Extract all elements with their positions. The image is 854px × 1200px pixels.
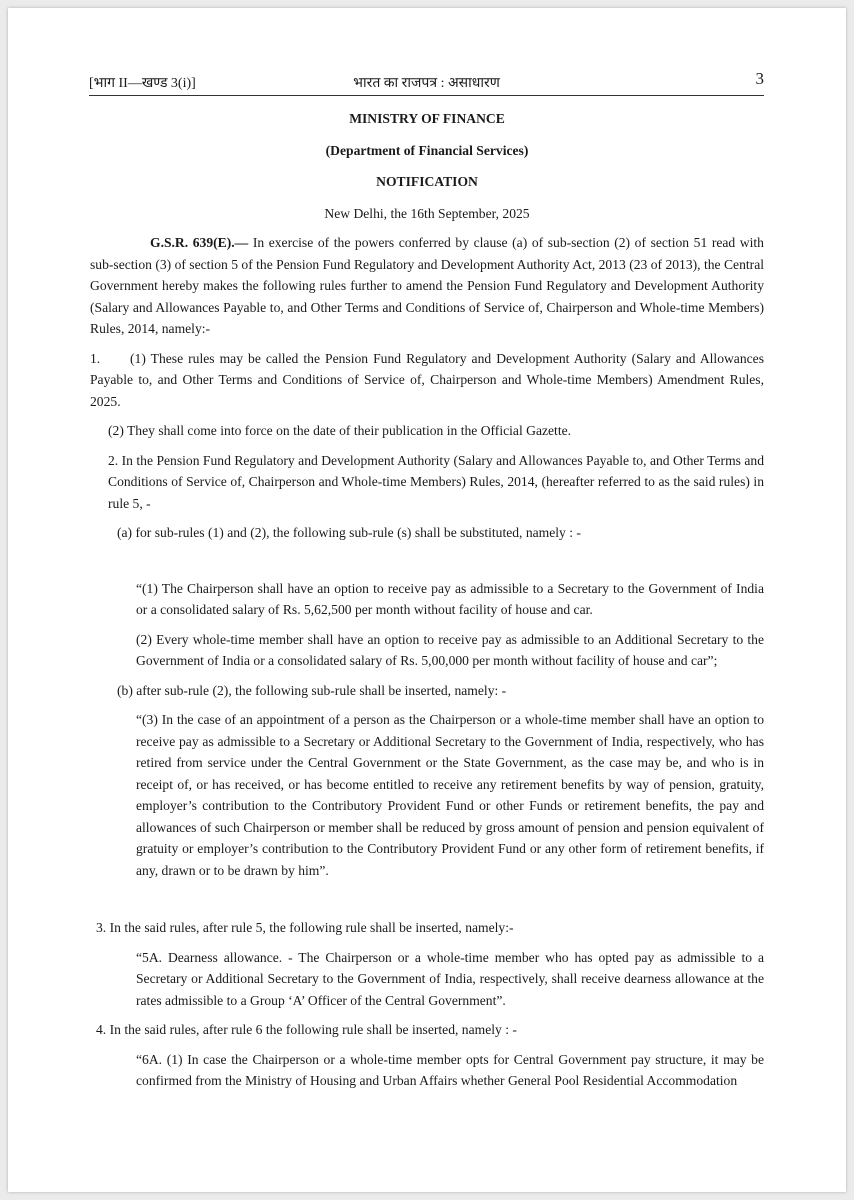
rule-1-paragraph bbox=[90, 348, 764, 413]
rule-2-paragraph: 2. In the Pension Fund Regulatory and Development Authority (Salary and Allowances Payable to, and Other Terms and Conditions of Service of, Chairperson and Whole-time Members) Rules, 2014, (hereafter referred to as the said rules) in rule 5, - bbox=[108, 452, 764, 511]
rule-1-text: (1) These rules may be called the Pension Fund Regulatory and Development Authority (Salary and Allowances Payable to, and Other Terms and Conditions of Service of, Chairperson and Whole-time Members) Amendment Rules, 2025. bbox=[90, 350, 764, 409]
quoted-subrule-1: “(1) The Chairperson shall have an option to receive pay as admissible to a Secretary to the Government of India or a consolidated salary of Rs. 5,62,500 per month without facility of house and car. bbox=[136, 580, 764, 617]
rule-2-clause-a: (a) for sub-rules (1) and (2), the following sub-rule (s) shall be substituted, namely : - bbox=[117, 525, 581, 540]
rule-4-paragraph: 4. In the said rules, after rule 6 the following rule shall be inserted, namely : - bbox=[96, 1022, 517, 1037]
rule-1-number: 1. bbox=[90, 350, 101, 366]
ministry-heading: MINISTRY OF FINANCE bbox=[349, 111, 505, 126]
dateline: New Delhi, the 16th September, 2025 bbox=[324, 205, 530, 221]
quoted-subrule-2: (2) Every whole-time member shall have an option to receive pay as admissible to an Additional Secretary to the Government of India or a consolidated salary of Rs. 5,00,000 per month without facility of house and car”; bbox=[136, 631, 764, 668]
rule-3-paragraph: 3. In the said rules, after rule 5, the following rule shall be inserted, namely:- bbox=[96, 920, 514, 935]
rule-1-subrule-2: (2) They shall come into force on the date of their publication in the Official Gazette. bbox=[108, 423, 572, 438]
page-header bbox=[89, 71, 764, 95]
gazette-page bbox=[8, 8, 846, 1192]
quoted-subrule-3: “(3) In the case of an appointment of a person as the Chairperson or a whole-time member shall have an option to receive pay as admissible to a Secretary or Additional Secretary to the Government of India, respectively, who has retired from service under the Central Government or the State Government, as the case may be, and who is in receipt of, or has received, or has become entitled to receive any retirement benefits by way of pension, gratuity, employer’s contribution to the Contributory Provident Fund or other Funds or retirement benefits, the pay and allowances of such Chairperson or member shall be reduced by gross amount of pension and pension equivalent of gratuity or employer’s contribution to the Contributory Provident Fund or any other form of retirement benefits, if any, drawn or to be drawn by him”. bbox=[136, 712, 764, 878]
gazette-title: भारत का राजपत्र : असाधारण bbox=[353, 76, 500, 91]
department-heading: (Department of Financial Services) bbox=[325, 142, 529, 158]
preamble-text: In exercise of the powers conferred by clause (a) of sub-section (2) of section 51 read with sub-section (3) of section 5 of the Pension Fund Regulatory and Development Authority Act, 2013 (23 of 2013), the Central Government hereby makes the following rules further to amend the Pension Fund Regulatory and Development Authority (Salary and Allowances Payable to, and Other Terms and Conditions of Service of, Chairperson and Whole-time Members) Rules, 2014, namely:- bbox=[90, 235, 764, 336]
notification-body bbox=[90, 108, 764, 1100]
gsr-reference: G.S.R. 639(E).— bbox=[150, 235, 249, 250]
quoted-rule-6a: “6A. (1) In case the Chairperson or a whole-time member opts for Central Government pay structure, it may be confirmed from the Ministry of Housing and Urban Affairs whether General Pool Residential Accommodation bbox=[136, 1051, 764, 1088]
header-rule bbox=[89, 95, 764, 96]
preamble-paragraph bbox=[90, 232, 764, 340]
gazette-part: [भाग II—खण्ड 3(i)] bbox=[89, 76, 196, 91]
page-number: 3 bbox=[755, 69, 764, 88]
notification-heading: NOTIFICATION bbox=[376, 174, 478, 189]
quoted-rule-5a: “5A. Dearness allowance. - The Chairperson or a whole-time member who has opted pay as admissible to a Secretary or Additional Secretary to the Government of India, respectively, shall receive dearness allowance at the rates admissible to a Group ‘A’ Officer of the Central Government”. bbox=[136, 949, 764, 1008]
rule-2-clause-b: (b) after sub-rule (2), the following sub-rule shall be inserted, namely: - bbox=[117, 682, 507, 698]
